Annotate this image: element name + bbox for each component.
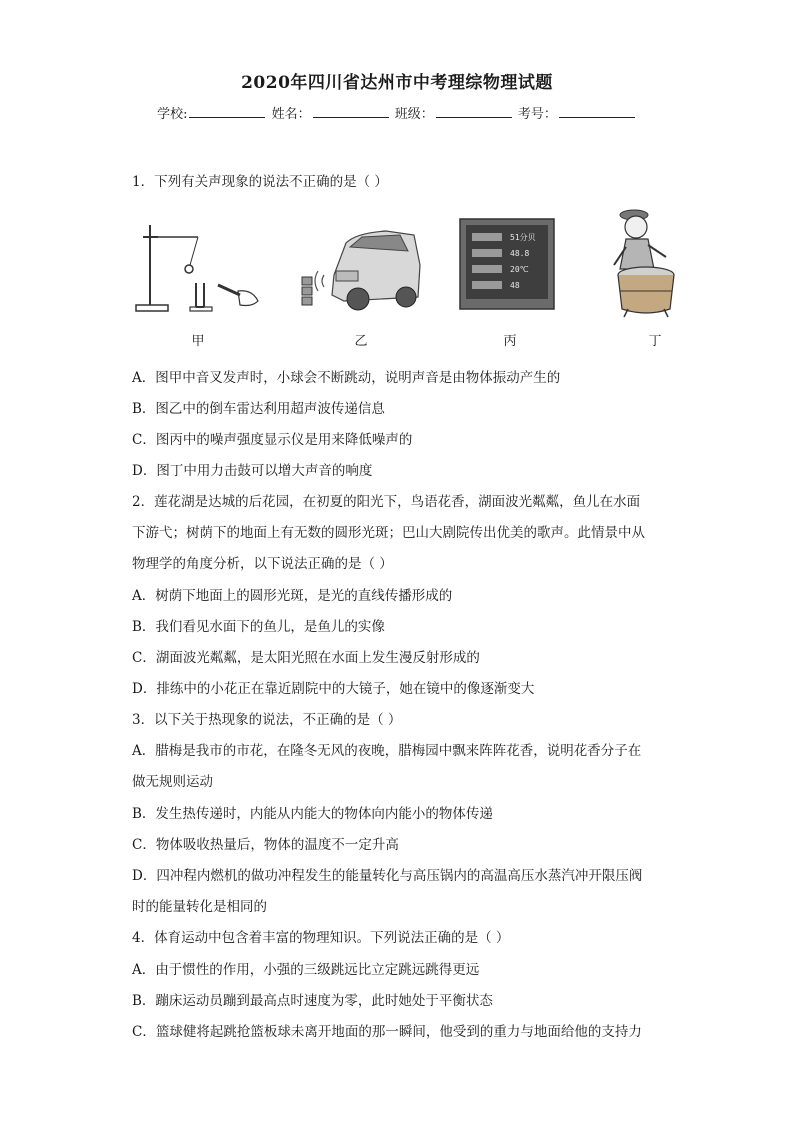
name-label: 姓名： [271,107,311,122]
q4-option-c: C．篮球健将起跳抢篮板球未离开地面的那一瞬间，他受到的重力与地面给他的支持力 [132,1024,642,1040]
exam-number-field[interactable] [559,105,635,118]
q3-option-d-line-1: D．四冲程内燃机的做功冲程发生的能量转化与高压锅内的高温高压水蒸汽冲开限压阀 [132,868,643,884]
q2-option-c: C．湖面波光粼粼，是太阳光照在水面上发生漫反射形成的 [132,650,480,666]
noise-reading-1: 51分贝 [510,233,536,242]
q1-option-d: D．图丁中用力击鼓可以增大声音的响度 [132,463,373,479]
fig-label-yi: 乙 [354,334,368,349]
q3-stem: 3．以下关于热现象的说法，不正确的是（ ） [132,712,402,728]
q3-option-c: C．物体吸收热量后，物体的温度不一定升高 [132,837,399,853]
tuning-fork-figure [128,205,268,320]
q2-option-a: A．树荫下地面上的圆形光斑，是光的直线传播形成的 [132,588,453,604]
q3-option-d-line-2: 时的能量转化是相同的 [132,899,267,915]
noise-reading-2: 48.8 [510,249,530,258]
noise-display-figure [458,205,558,320]
q1-figures [128,205,688,355]
name-field[interactable] [313,105,389,118]
noise-reading-3: 20℃ [510,265,529,274]
fig-label-ding: 丁 [648,334,662,349]
q1-option-c: C．图丙中的噪声强度显示仪是用来降低噪声的 [132,432,413,448]
q4-option-b: B．蹦床运动员蹦到最高点时速度为零，此时她处于平衡状态 [132,993,493,1009]
drum-figure [606,205,696,320]
q4-stem: 4．体育运动中包含着丰富的物理知识。下列说法正确的是（ ） [132,930,510,946]
class-field[interactable] [436,105,512,118]
school-label: 学校: [157,107,188,122]
q2-stem-line-2: 下游弋；树荫下的地面上有无数的圆形光斑；巴山大剧院传出优美的歌声。此情景中从 [132,525,645,541]
page-title: 2020年四川省达州市中考理综物理试题 [241,73,553,93]
fig-label-jia: 甲 [191,334,205,349]
q2-option-d: D．排练中的小花正在靠近剧院中的大镜子，她在镜中的像逐渐变大 [132,681,535,697]
noise-reading-4: 48 [510,281,520,290]
q3-option-a-line-2: 做无规则运动 [132,774,213,790]
q1-option-b: B．图乙中的倒车雷达利用超声波传递信息 [132,401,385,417]
q2-option-b: B．我们看见水面下的鱼儿，是鱼儿的实像 [132,619,385,635]
q3-option-b: B．发生热传递时，内能从内能大的物体向内能小的物体传递 [132,806,493,822]
q2-stem-line-1: 2．莲花湖是达城的后花园，在初夏的阳光下，鸟语花香，湖面波光粼粼，鱼儿在水面 [132,494,641,510]
class-label: 班级： [394,107,434,122]
car-radar-figure [296,205,426,320]
exam-number-label: 考号： [517,107,557,122]
q1-option-a: A．图甲中音叉发声时，小球会不断跳动，说明声音是由物体振动产生的 [132,370,561,386]
q2-stem-line-3: 物理学的角度分析，以下说法正确的是（ ） [132,556,393,572]
school-field[interactable] [189,105,265,118]
q4-option-a: A．由于惯性的作用，小强的三级跳远比立定跳远跳得更远 [132,962,480,978]
student-info-line [0,103,794,122]
q1-stem: 1．下列有关声现象的说法不正确的是（ ） [132,174,388,190]
fig-label-bing: 丙 [503,334,517,349]
q3-option-a-line-1: A．腊梅是我市的市花，在隆冬无风的夜晚，腊梅园中飘来阵阵花香，说明花香分子在 [132,743,642,759]
